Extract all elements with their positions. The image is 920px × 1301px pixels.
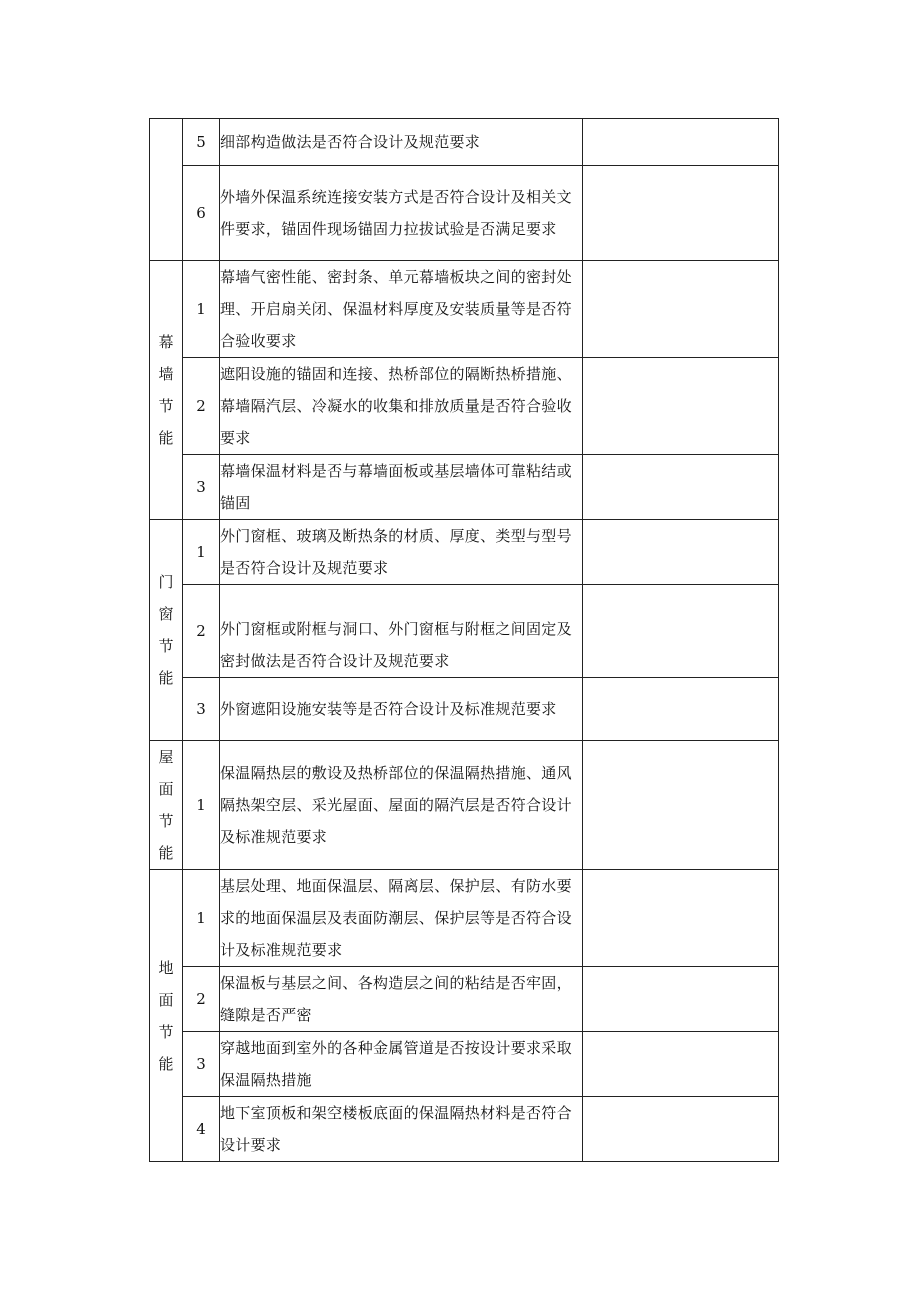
category-char: 能 (158, 429, 174, 447)
item-number: 2 (183, 585, 220, 678)
item-description: 遮阳设施的锚固和连接、热桥部位的隔断热桥措施、幕墙隔汽层、冷凝水的收集和排放质量是否符合验收要求 (220, 358, 583, 455)
item-number: 2 (183, 358, 220, 455)
category-roof (150, 741, 183, 870)
item-number: 3 (183, 455, 220, 520)
result-cell (583, 119, 779, 166)
item-description: 穿越地面到室外的各种金属管道是否按设计要求采取保温隔热措施 (220, 1032, 583, 1097)
table-row (150, 678, 779, 741)
category-char: 窗 (158, 605, 174, 623)
result-cell (583, 1032, 779, 1097)
item-description: 地下室顶板和架空楼板底面的保温隔热材料是否符合设计要求 (220, 1097, 583, 1162)
table-row (150, 261, 779, 358)
category-char: 节 (158, 1022, 174, 1041)
table-row (150, 166, 779, 261)
category-char: 节 (158, 397, 174, 415)
item-number: 4 (183, 1097, 220, 1162)
item-description: 保温板与基层之间、各构造层之间的粘结是否牢固，缝隙是否严密 (220, 967, 583, 1032)
table-row (150, 870, 779, 967)
item-number: 5 (183, 119, 220, 166)
item-description: 外窗遮阳设施安装等是否符合设计及标准规范要求 (220, 678, 583, 741)
table-row (150, 585, 779, 678)
table-row (150, 455, 779, 520)
item-description: 幕墙气密性能、密封条、单元幕墙板块之间的密封处理、开启扇关闭、保温材料厚度及安装质量等是否符合验收要求 (220, 261, 583, 358)
item-description: 细部构造做法是否符合设计及规范要求 (220, 119, 583, 166)
item-description: 幕墙保温材料是否与幕墙面板或基层墙体可靠粘结或锚固 (220, 455, 583, 520)
item-number: 1 (183, 520, 220, 585)
category-floor (150, 870, 183, 1162)
category-doors-windows (150, 520, 183, 741)
item-number: 1 (183, 741, 220, 870)
result-cell (583, 261, 779, 358)
item-description: 外门窗框、玻璃及断热条的材质、厚度、类型与型号是否符合设计及规范要求 (220, 520, 583, 585)
result-cell (583, 870, 779, 967)
table-row (150, 119, 779, 166)
result-cell (583, 1097, 779, 1162)
result-cell (583, 358, 779, 455)
category-char: 面 (158, 780, 174, 798)
item-number: 3 (183, 1032, 220, 1097)
table-row (150, 741, 779, 870)
item-description: 保温隔热层的敷设及热桥部位的保温隔热措施、通风隔热架空层、采光屋面、屋面的隔汽层是否符合设计及标准规范要求 (220, 741, 583, 870)
result-cell (583, 585, 779, 678)
category-char: 面 (158, 990, 174, 1009)
item-number: 6 (183, 166, 220, 261)
category-char: 地 (158, 958, 174, 977)
category-curtain-wall (150, 261, 183, 520)
category-char: 能 (158, 669, 174, 687)
category-char: 屋 (158, 748, 174, 766)
result-cell (583, 678, 779, 741)
category-char: 节 (158, 637, 174, 655)
result-cell (583, 520, 779, 585)
result-cell (583, 455, 779, 520)
category-char: 能 (158, 844, 174, 862)
table-row (150, 358, 779, 455)
item-number: 1 (183, 870, 220, 967)
result-cell (583, 166, 779, 261)
item-description: 基层处理、地面保温层、隔离层、保护层、有防水要求的地面保温层及表面防潮层、保护层等是否符合设计及标准规范要求 (220, 870, 583, 967)
category-char: 门 (158, 573, 174, 591)
item-number: 2 (183, 967, 220, 1032)
result-cell (583, 741, 779, 870)
category-cell-empty (150, 119, 183, 261)
inspection-table (149, 118, 779, 1162)
item-description: 外墙外保温系统连接安装方式是否符合设计及相关文件要求，锚固件现场锚固力拉拔试验是否满足要求 (220, 166, 583, 261)
item-description: 外门窗框或附框与洞口、外门窗框与附框之间固定及密封做法是否符合设计及规范要求 (220, 585, 583, 678)
table-row (150, 1097, 779, 1162)
table-row (150, 1032, 779, 1097)
category-char: 能 (158, 1054, 174, 1073)
table-row (150, 520, 779, 585)
result-cell (583, 967, 779, 1032)
item-number: 3 (183, 678, 220, 741)
item-number: 1 (183, 261, 220, 358)
category-char: 节 (158, 812, 174, 830)
category-char: 幕 (158, 333, 174, 351)
table-row (150, 967, 779, 1032)
category-char: 墙 (158, 365, 174, 383)
